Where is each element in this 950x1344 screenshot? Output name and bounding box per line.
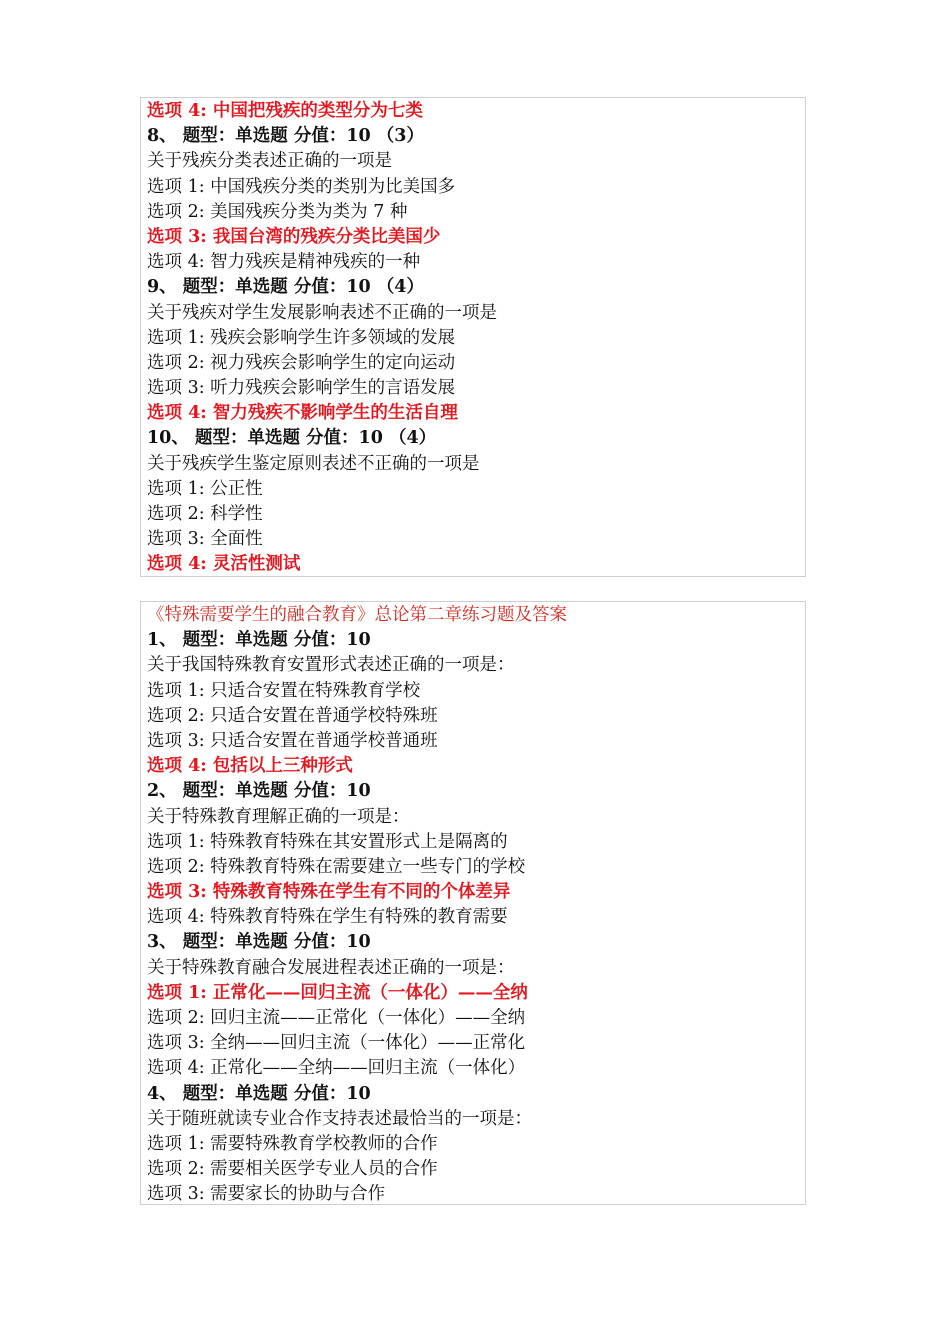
answer-line: 选项 4: 灵活性测试 <box>147 554 301 575</box>
answer-line: 选项 4: 包括以上三种形式 <box>147 756 353 777</box>
text-line: 关于残疾对学生发展影响表述不正确的一项是 <box>147 302 497 323</box>
text-line: 选项 3: 需要家长的协助与合作 <box>147 1184 386 1205</box>
text-line: 选项 4: 特殊教育特殊在学生有特殊的教育需要 <box>147 907 508 928</box>
text-line: 选项 3: 全面性 <box>147 529 263 550</box>
answer-line: 选项 3: 我国台湾的残疾分类比美国少 <box>147 226 441 247</box>
text-line: 选项 1: 需要特殊教育学校教师的合作 <box>147 1133 438 1154</box>
question-block-2 <box>140 601 806 1205</box>
answer-line: 选项 4: 中国把残疾的类型分为七类 <box>147 101 423 121</box>
question-header: 8、 题型：单选题 分值：10 （3） <box>147 126 424 147</box>
text-line: 选项 2: 视力残疾会影响学生的定向运动 <box>147 352 456 373</box>
text-line: 选项 2: 需要相关医学专业人员的合作 <box>147 1159 438 1180</box>
question-header: 4、 题型：单选题 分值：10 <box>147 1083 371 1104</box>
text-line: 选项 2: 美国残疾分类为类为 7 种 <box>147 201 408 222</box>
text-line: 选项 4: 正常化——全纳——回归主流（一体化） <box>147 1058 526 1079</box>
text-line: 选项 4: 智力残疾是精神残疾的一种 <box>147 252 421 273</box>
question-header: 3、 题型：单选题 分值：10 <box>147 932 371 953</box>
text-line: 关于残疾学生鉴定原则表述不正确的一项是 <box>147 453 480 474</box>
question-header: 2、 题型：单选题 分值：10 <box>147 781 371 802</box>
text-line: 关于随班就读专业合作支持表述最恰当的一项是： <box>147 1108 532 1129</box>
text-line: 选项 2: 特殊教育特殊在需要建立一些专门的学校 <box>147 856 526 877</box>
text-line: 关于我国特殊教育安置形式表述正确的一项是： <box>147 655 515 676</box>
answer-line: 选项 3: 特殊教育特殊在学生有不同的个体差异 <box>147 882 511 903</box>
text-line: 选项 1: 公正性 <box>147 478 263 499</box>
text-line: 选项 1: 残疾会影响学生许多领域的发展 <box>147 327 456 348</box>
question-header: 1、 题型：单选题 分值：10 <box>147 630 371 651</box>
question-header: 9、 题型：单选题 分值：10 （4） <box>147 277 424 298</box>
text-line: 选项 2: 只适合安置在普通学校特殊班 <box>147 705 438 726</box>
text-line: 选项 1: 只适合安置在特殊教育学校 <box>147 680 421 701</box>
text-line: 选项 3: 全纳——回归主流（一体化）——正常化 <box>147 1033 526 1054</box>
answer-line: 选项 1: 正常化——回归主流（一体化）——全纳 <box>147 982 528 1003</box>
section-title: 《特殊需要学生的融合教育》总论第二章练习题及答案 <box>147 605 567 625</box>
text-line: 选项 3: 只适合安置在普通学校普通班 <box>147 730 438 751</box>
text-line: 选项 1: 中国残疾分类的类别为比美国多 <box>147 176 456 197</box>
question-header: 10、 题型：单选题 分值：10 （4） <box>147 428 437 449</box>
text-line: 选项 1: 特殊教育特殊在其安置形式上是隔离的 <box>147 831 508 852</box>
text-line: 关于残疾分类表述正确的一项是 <box>147 151 392 172</box>
text-line: 选项 2: 回归主流——正常化（一体化）——全纳 <box>147 1008 526 1028</box>
text-line: 关于特殊教育理解正确的一项是： <box>147 806 410 827</box>
text-line: 选项 2: 科学性 <box>147 504 263 524</box>
answer-line: 选项 4: 智力残疾不影响学生的生活自理 <box>147 403 458 424</box>
text-line: 关于特殊教育融合发展进程表述正确的一项是： <box>147 957 515 978</box>
text-line: 选项 3: 听力残疾会影响学生的言语发展 <box>147 378 456 399</box>
question-block-1 <box>140 97 806 577</box>
